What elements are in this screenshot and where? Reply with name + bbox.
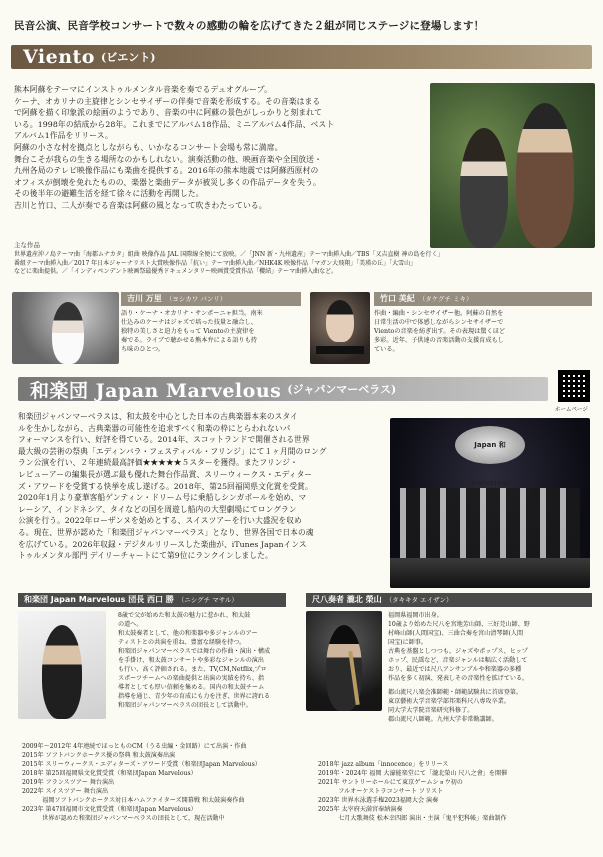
takeguchi-ruby: （タケグチ ミキ）	[418, 295, 473, 303]
takikita-timeline-item: 2023年 世界水泳選手権2023福岡大会 演奏	[318, 797, 439, 804]
wara-title-kana: (ジャパンマーベラス)	[287, 383, 397, 396]
viento-intro-line: アルバム1作品をリリース。	[14, 131, 113, 141]
wara-body-line: 最大級の芸術の祭典「エディンバラ・フェスティバル・フリンジ」にて１ヶ月間のロング	[18, 446, 327, 456]
viento-duo-photo	[430, 83, 595, 248]
page-headline: 民音公演、民音学校コンサートで数々の感動の輪を広げてきた２組が同じステージに登場します！	[14, 20, 485, 32]
nishiguchi-timeline-item: 2015年 スリーウィークス・エディターズ・アワード受賞（和楽団Japan Marvelous）	[22, 761, 261, 768]
wara-body	[18, 411, 390, 562]
wara-body-line: を広げている。2026年収録・デジタルリリースした楽曲が、iTunes Japanインス	[18, 539, 307, 549]
takikita-bio-line: 福岡県福岡市出身。	[388, 612, 443, 619]
takikita-timeline-item: 2025年 太宰府天満宮奉納演奏	[318, 806, 403, 813]
takeguchi-bio-line: 作曲・編曲・シンセサイザー他。阿蘇の自然を	[374, 310, 504, 317]
nishiguchi-bio-line: 和楽団ジャパンマーベラスの団長として活動中。	[118, 702, 252, 709]
wara-stage-photo	[390, 418, 590, 588]
takikita-bio-line: 都山流尺八楽会准師範・師範試験共に首席登第。	[388, 689, 523, 696]
takikita-namebar	[306, 593, 592, 607]
viento-intro-line: ケーナ、オカリナの主旋律とシンセサイザーの伴奏で音楽を形成する。その音楽はまる	[14, 96, 321, 106]
nishiguchi-ruby: （ニシグチ マサル）	[177, 596, 238, 604]
takikita-bio	[388, 611, 592, 724]
takeguchi-photo	[310, 292, 370, 364]
takikita-bio-line: 郡山流尺八師範。九州大学非常勤講師。	[388, 716, 498, 723]
takikita-timeline-item: 2019年・2024年 福岡 大濠能楽堂にて「瀧北榮山 尺八之會」を開催	[318, 770, 508, 777]
viento-intro-line: で阿蘇を描く印象派の絵画のようであり、音楽の中に阿蘇の景色がしっかりと刻まれて	[14, 108, 322, 118]
nishiguchi-bio-line: 導者としても厚い信頼を集める。国内の和太鼓チーム	[118, 684, 265, 691]
takikita-bio-line: 古典を基盤としつつも、ジャズやポップス、ヒップ	[388, 648, 528, 655]
wara-body-line: る。現在、世界が認めた「和楽団ジャパンマーベラス」となり、世界各国で日本の魂	[18, 527, 314, 537]
takikita-bio-line: 東京藝術大学音楽学部邦楽科尺八専攻卒業。	[388, 698, 510, 705]
takikita-timeline-item: フルオーケストラコンサート ソリスト	[318, 788, 444, 795]
wara-body-line: トゥルメンタル部門 デイリーチャートにて第9位にランクインしました。	[18, 551, 273, 561]
qr-caption: ホームページ	[555, 407, 588, 413]
viento-intro-line: 阿蘇の小さな村を拠点としながらも、いかなるコンサート会場も常に満席。	[14, 142, 283, 152]
takikita-timeline	[318, 760, 594, 823]
takeguchi-bio-line: 多彩。近年、子供達の音楽活動の支援育成もし	[374, 337, 504, 344]
homepage-qr-code[interactable]	[558, 370, 590, 402]
wara-body-line: フォーマンスを行い、好評を得ている。2014年、スコットランドで開催される世界	[18, 435, 310, 445]
takeguchi-namebar	[374, 292, 592, 306]
nishiguchi-name: 和楽団 Japan Marvelous 団長 西口 勝	[24, 595, 174, 604]
viento-intro-line: 吉川と竹口、二人が奏でる音楽は阿蘇の風となって吹きわたっている。	[14, 200, 267, 210]
yoshikawa-ruby: （ヨシカワ バンリ）	[165, 295, 227, 303]
yoshikawa-bio-line: ち味のひとつ。	[121, 346, 164, 353]
viento-works-line: などに楽曲提供。／「インディペンデント映画祭最優秀ドキュメンタリー映画賞受賞作品「櫻結」テーマ曲挿入曲など。	[14, 268, 338, 276]
nishiguchi-timeline-item: 2019年 フランスツアー 舞台演出	[22, 779, 115, 786]
viento-works-line: 番組テーマ曲挿入曲／2017 年日本ジャーナリスト大賞映像作品「抗い」テーマ曲挿入曲／NHK4K 映像作品「マガン大飛翔」「美瑛の丘」「大雪山」	[14, 259, 417, 267]
viento-intro-line: 舞台こそが我らの生きる場所なのかもしれない。演奏活動の他、映画音楽や全国放送・	[14, 154, 322, 164]
nishiguchi-bio-line: 和楽団ジャパンマーベラスでは舞台の作曲・演出・構成	[118, 648, 271, 655]
yoshikawa-photo	[12, 292, 119, 364]
nishiguchi-bio-line: ティストとの共演を重ね、豊富な経験を持つ。	[118, 639, 246, 646]
viento-intro-line: その後半年の避難生活を経て徐々に活動を再開した。	[14, 189, 204, 199]
nishiguchi-timeline-item: 2023年 第47回福岡市文化賞受賞（和楽団Japan Marvelous）	[22, 806, 197, 813]
yoshikawa-bio-line: 独特の美しさと迫力をもって Vientoの主旋律を	[121, 328, 255, 335]
stage-sign: Japan 和 marvelous	[455, 426, 525, 464]
viento-title-band	[11, 45, 592, 69]
wara-body-line: レーシア、インドネシア、タイなどの国を周遊し船内の大型劇場にてロングラン	[18, 504, 297, 514]
nishiguchi-timeline	[22, 742, 312, 823]
wara-title: 和楽団 Japan Marvelous	[30, 379, 282, 402]
nishiguchi-timeline-item: 2022年 スイスツアー 舞台演出	[22, 788, 109, 795]
yoshikawa-bio	[121, 309, 301, 354]
nishiguchi-timeline-item: 福岡ソフトバンクホークス対日本ハムファイターズ開幕戦 和太鼓演奏作曲	[22, 797, 245, 804]
takikita-timeline-item: 七月大歌舞伎 松本幸四郎 演出・主演「鬼平犯科帳」楽曲制作	[318, 815, 507, 822]
nishiguchi-bio-line: 8歳で父が始めた和太鼓の魅力に惹かれ、和太鼓	[118, 612, 251, 619]
takeguchi-bio-line: Vientoの音楽を紡ぎ出す。その表現は驚くほど	[374, 328, 506, 335]
takikita-bio-line: 同大学大学院音楽研究科修了。	[388, 707, 474, 714]
nishiguchi-bio	[118, 611, 290, 710]
takikita-bio-line: 作品を多く初演、発表しその音楽性を拡げている。	[388, 675, 529, 682]
nishiguchi-timeline-item: 2009年～2012年 4年連続でほっとものCM（うる虫編・金回路）にて出演・作曲	[22, 743, 247, 750]
nishiguchi-timeline-item: 2015年 ソフトバンクホークス優の祭典 和太鼓演奏出演	[22, 752, 176, 759]
nishiguchi-bio-line: スポーツチームへの楽曲提供と出演の実績を持ち、指	[118, 675, 265, 682]
yoshikawa-namebar	[121, 292, 301, 306]
wara-body-line: ルを生かしながら、古典楽器の可能性を追求すべく和楽の枠にとらわれないパ	[18, 423, 291, 433]
wara-title-band	[18, 377, 548, 401]
viento-intro-line: オフィスが倒壊を免れたものの、楽器と楽曲データが被災し多くの作品データを失う。	[14, 177, 321, 187]
viento-intro	[14, 84, 428, 212]
viento-intro-line: 九州各局のテレビ映像作品にも楽曲を提供する。2016年の熊本地震では阿蘇西原村の	[14, 166, 319, 176]
takikita-timeline-item: 2021年 サントリーホールにて東京ゲームショウ初の	[318, 779, 463, 786]
nishiguchi-bio-line: を手掛け、和太鼓コンサートや多彩なジャンルの演出	[118, 657, 264, 664]
yoshikawa-bio-line: 奏でる。ライブで聴かせる熊本弁による語りも持	[121, 337, 257, 344]
viento-works-line: 世界遺産沖ノ島テーマ曲「海都ムナカタ」組曲 映像作品 JAL 国際線全便にて放映。／「JNN 新・九州遺産」テーマ曲挿入曲／TBS「又吉直樹 神の島を行く」	[14, 251, 444, 258]
wara-body-line: ラン公演を行い、２年連続最高評価★★★★★５スターを獲得。またフリンジ・	[18, 458, 298, 468]
viento-title-kana: (ビエント)	[100, 51, 156, 64]
takikita-photo	[306, 611, 382, 711]
viento-works	[14, 251, 594, 277]
viento-intro-line: 熊本阿蘇をテーマにインストゥルメンタル音楽を奏でるデュオグループ。	[14, 85, 272, 94]
wara-body-line: ズ・アワードを受賞する快挙を成し遂げる。2018年、第25回福岡県文化賞を受賞。	[18, 481, 313, 491]
nishiguchi-bio-line: 和太鼓奏者として、他の和楽器や多ジャンルのアー	[118, 630, 258, 637]
wara-body-line: レビューアーの編集長が選ぶ最も優れた舞台作品賞、スリーウィークス・エディター	[18, 469, 313, 479]
takikita-ruby: （タキキタ エイザン）	[385, 596, 453, 604]
nishiguchi-bio-line: の道へ。	[118, 621, 143, 628]
viento-intro-line: いる。1998年の結成から28年。これまでにアルバム18作品、ミニアルバム4作品、ベスト	[14, 119, 335, 129]
wara-body-line: 公演を行う。2022年ローザンヌを始めとする、スイスツアーを行い大盛況を収め	[18, 516, 302, 526]
yoshikawa-bio-line: 仕込みのケーナはジャズで培った技量と融合し、	[121, 319, 257, 326]
nishiguchi-photo	[18, 611, 106, 719]
takikita-bio-line: 国宝)に師事。	[388, 639, 427, 646]
takeguchi-bio-line: ている。	[374, 346, 399, 353]
nishiguchi-timeline-item: 2018年 第25回福岡県文化賞受賞（和楽団Japan Marvelous）	[22, 770, 197, 777]
nishiguchi-namebar	[18, 593, 286, 607]
wara-body-line: 2020年1月より豪華客船ゲンティン・ドリーム号に乗船しシンガポールを始め、マ	[18, 493, 307, 503]
takikita-timeline-item: 2018年 jazz album「innocence」をリリース	[318, 761, 449, 768]
yoshikawa-name: 吉川 万里	[127, 294, 162, 303]
wara-body-line: 和楽団ジャパンマーベラスは、和太鼓を中心とした日本の古典楽器本来のスタイ	[18, 412, 298, 421]
takikita-bio-line: 村峰山師(人間国宝)、三曲合奏を宮山清琴師(人間	[388, 630, 524, 637]
takeguchi-bio	[374, 309, 592, 354]
takikita-name: 尺八奏者 瀧北 榮山	[312, 595, 382, 604]
nishiguchi-bio-line: 指導を通じ、青少年の育成にも力を注ぎ、世界に誇れる	[118, 693, 271, 700]
nishiguchi-timeline-item: 世界が認めた和楽団ジャパンマーベラスの団長として、現在活動中	[22, 815, 225, 822]
takeguchi-name: 竹口 美紀	[380, 294, 415, 303]
viento-works-heading: 主な作品	[14, 241, 40, 249]
takikita-bio-line: 10歳より始めた尺八を宮地芳山師、三好芫山師、野	[388, 621, 530, 628]
takikita-bio-line: おり、最近では尺八アンサンブルや和楽器の多種	[388, 666, 522, 673]
takikita-bio-line: ホップ、民謡など、音楽ジャンルは幅広く活動して	[388, 657, 528, 664]
nishiguchi-bio-line: も行い、高く評価される。また、TV,CM,Netflix,プロ	[118, 666, 267, 673]
viento-title: Viento	[23, 46, 95, 68]
takeguchi-bio-line: 日常生活の中で体感しながらシンセサイザーで	[374, 319, 504, 326]
yoshikawa-bio-line: 語り・ケーナ・オカリナ・サンポーニャ担当。南米	[121, 310, 263, 317]
